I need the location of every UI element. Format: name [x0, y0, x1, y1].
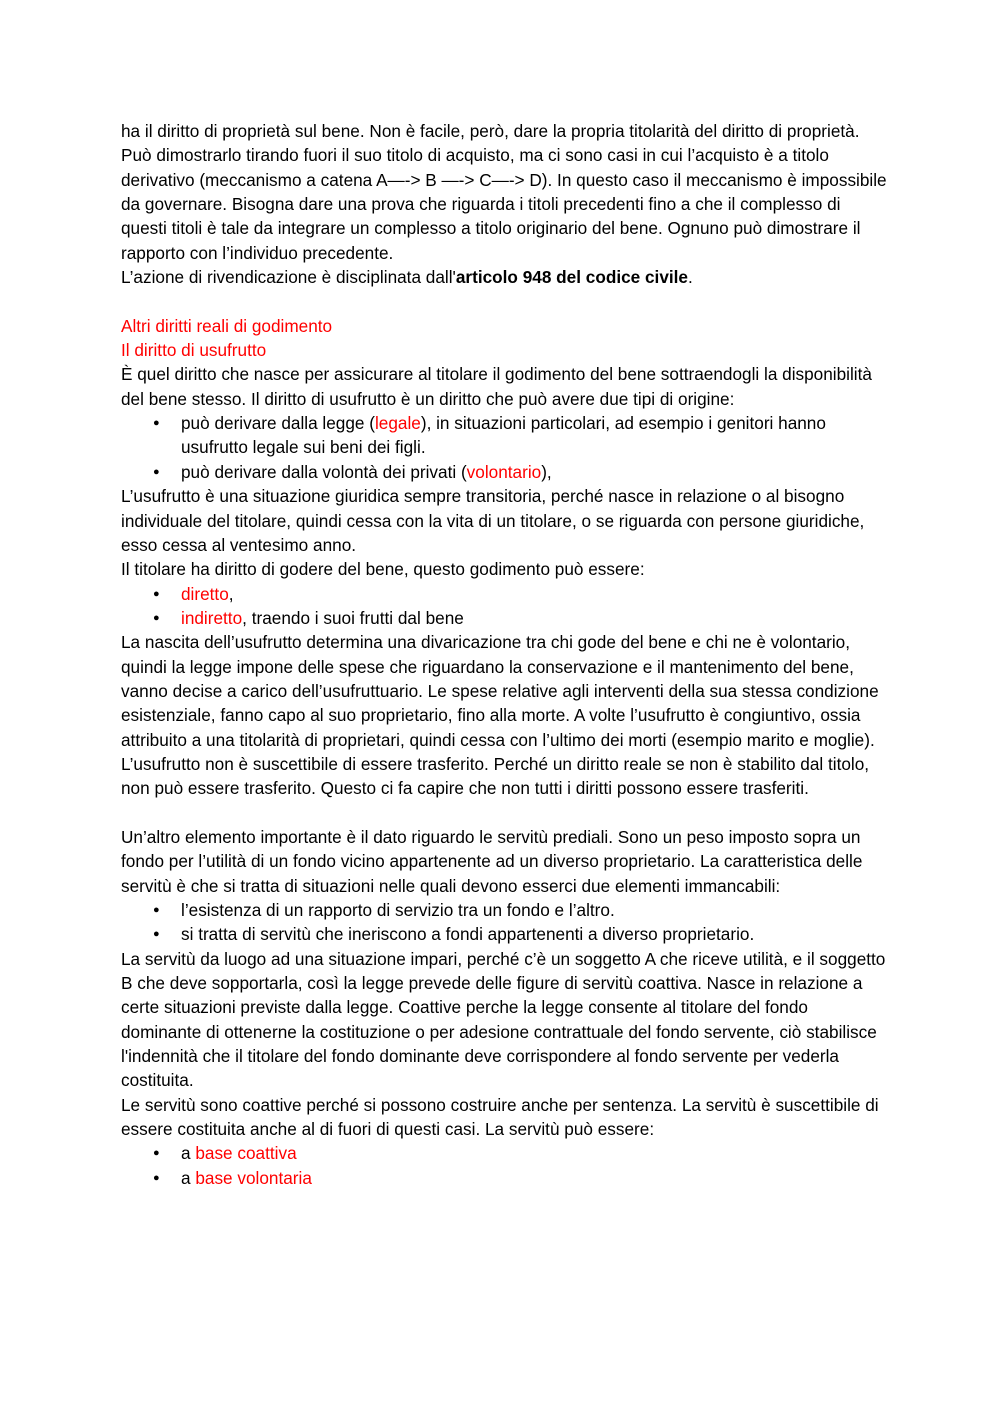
paragraph-trasferimento: L’usufrutto non è suscettibile di essere trasferito. Perché un diritto reale se non è stabilito dal titolo, non può essere trasferito. Questo ci fa capire che non tutti i diritti possono essere trasferiti. [121, 753, 870, 799]
spacer [121, 289, 891, 313]
list-item: ● diretto, [121, 582, 891, 606]
paragraph-usufrutto-intro: È quel diritto che nasce per assicurare al titolare il godimento del bene sottraendogli la disponibilità del bene stesso. Il diritto di usufrutto è un diritto che può avere due tipi di origine: [121, 364, 872, 409]
highlight-term: legale [374, 413, 421, 434]
list-item: ● l’esistenza di un rapporto di servizio tra un fondo e l’altro. [121, 898, 891, 922]
servitu-types-list [121, 1141, 891, 1190]
paragraph-proprieta: ha il diritto di proprietà sul bene. Non è facile, però, dare la propria titolarità del diritto di proprietà. Può dimostrarlo tirando fuori il suo titolo di acquisto, ma ci sono casi in cui l’acquisto è a titolo derivativo (meccanismo a catena A—-> B —-> C—-> D). In questo caso il meccanismo è impossibile da governare. Bisogna dare una prova che riguarda i titoli precedenti fino a che il complesso di questi titoli è tale da integrare un complesso a titolo originario del bene. Ognuno può dimostrare il rapporto con l’individuo precedente. [121, 121, 887, 263]
paragraph-rivendicazione: L’azione di rivendicazione è disciplinata dall'articolo 948 del codice civile. [121, 267, 693, 288]
highlight-term: base coattiva [195, 1143, 297, 1164]
paragraph-godimento: Il titolare ha diritto di godere del bene, questo godimento può essere: [121, 559, 645, 580]
list-item: ● si tratta di servitù che ineriscono a fondi appartenenti a diverso proprietario. [121, 922, 891, 946]
paragraph-spese: La nascita dell’usufrutto determina una divaricazione tra chi gode del bene e chi ne è volontario, quindi la legge impone delle spese che riguardano la conservazione e il mantenimento del bene, vanno decise a carico dell’usufruttuario. Le spese relative agli interventi della sua stessa condizione esistenziale, fanno capo al suo proprietario, fino alla morte. A volte l’usufrutto è congiuntivo, ossia attribuito a una titolarità di proprietari, quindi cessa con l’ultimo dei morti (esempio marito e moglie). [121, 632, 879, 750]
highlight-term: indiretto [181, 607, 243, 628]
section-heading: Altri diritti reali di godimento [121, 315, 333, 336]
highlight-term: diretto [181, 583, 229, 604]
spacer [121, 801, 891, 825]
list-item: ● a base volontaria [121, 1166, 891, 1190]
list-item: ● può derivare dalla volontà dei privati (volontario), [121, 460, 891, 484]
list-item: ● indiretto, traendo i suoi frutti dal bene [121, 606, 891, 630]
paragraph-servitu-sentenza: Le servitù sono coattive perché si possono costruire anche per sentenza. La servitù è suscettibile di essere costituita anche al di fuori di questi casi. La servitù può essere: [121, 1094, 879, 1140]
list-item: ● a base coattiva [121, 1141, 891, 1165]
article-reference: articolo 948 del codice civile [455, 267, 688, 288]
highlight-term: volontario [466, 461, 542, 482]
paragraph-servitu-intro: Un’altro elemento importante è il dato riguardo le servitù prediali. Sono un peso imposto sopra un fondo per l’utilità di un fondo vicino appartenente ad un diverso proprietario. La caratteristica delle servitù è che si tratta di situazioni nelle quali devono esserci due elementi immancabili: [121, 826, 863, 896]
paragraph-servitu-coattiva: La servitù da luogo ad una situazione impari, perché c’è un soggetto A che riceve utilità, e il soggetto B che deve sopportarla, così la legge prevede delle figure di servitù coattiva. Nasce in relazione a certe situazioni previste dalla legge. Coattive perche la legge consente al titolare del fondo dominante di ottenerne la costituzione o per adesione contrattuale del fondo servente, ciò stabilisce l'indennità che il titolare del fondo dominante deve corrispondere al fondo servente per vederla costituita. [121, 948, 886, 1091]
servitu-elements-list [121, 898, 891, 947]
highlight-term: base volontaria [195, 1167, 312, 1188]
origin-list [121, 411, 891, 484]
document-body [121, 119, 891, 1190]
paragraph-transitoria: L’usufrutto è una situazione giuridica sempre transitoria, perché nasce in relazione o al bisogno individuale del titolare, quindi cessa con la vita di un titolare, o se riguarda con persone giuridiche, esso cessa al ventesimo anno. [121, 486, 865, 555]
subsection-heading: Il diritto di usufrutto [121, 340, 267, 361]
list-item: ● può derivare dalla legge (legale), in situazioni particolari, ad esempio i genitori hanno usufrutto legale sui beni dei figli. [121, 411, 891, 460]
godimento-list [121, 582, 891, 631]
